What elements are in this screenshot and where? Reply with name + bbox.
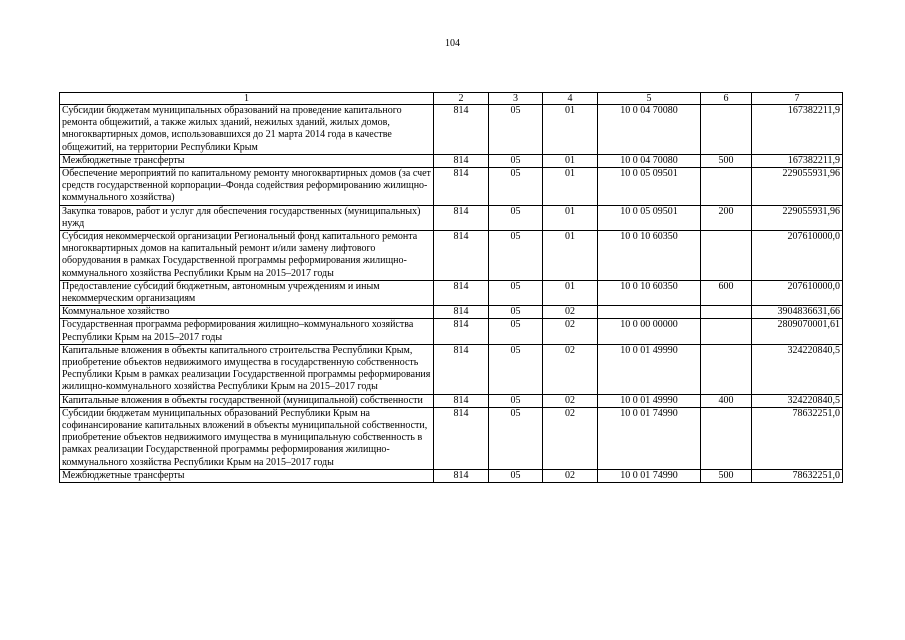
admin-code-cell: 814: [434, 280, 489, 305]
item-name-cell: Закупка товаров, работ и услуг для обеспечения государственных (муниципальных) нужд: [60, 205, 434, 230]
amount-cell: 167382211,9: [752, 154, 843, 167]
item-name-cell: Капитальные вложения в объекты государственной (муниципальной) собственности: [60, 394, 434, 407]
table-header-row: [60, 93, 843, 105]
column-header: 1: [60, 93, 434, 105]
section-cell: 05: [489, 280, 543, 305]
target-article-cell: 10 0 10 60350: [598, 280, 701, 305]
item-name-cell: Государственная программа реформирования жилищно–коммунального хозяйства Республики Крым на 2015–2017 годы: [60, 319, 434, 344]
table-row: [60, 231, 843, 281]
section-cell: 05: [489, 168, 543, 206]
subsection-cell: 02: [543, 306, 598, 319]
admin-code-cell: 814: [434, 469, 489, 482]
amount-cell: 78632251,0: [752, 407, 843, 469]
page-number: 104: [445, 38, 460, 49]
column-header: 3: [489, 93, 543, 105]
subsection-cell: 02: [543, 407, 598, 469]
subsection-cell: 02: [543, 469, 598, 482]
subsection-cell: 02: [543, 394, 598, 407]
expense-type-cell: [701, 319, 752, 344]
item-name-cell: Обеспечение мероприятий по капитальному ремонту многоквартирных домов (за счет средств государственной корпорации–Фонда содействия реформированию жилищно-коммунального хозяйства): [60, 168, 434, 206]
section-cell: 05: [489, 319, 543, 344]
table-row: [60, 306, 843, 319]
expense-type-cell: 500: [701, 469, 752, 482]
admin-code-cell: 814: [434, 407, 489, 469]
target-article-cell: 10 0 04 70080: [598, 105, 701, 155]
item-name-cell: Межбюджетные трансферты: [60, 469, 434, 482]
target-article-cell: 10 0 01 74990: [598, 469, 701, 482]
subsection-cell: 01: [543, 168, 598, 206]
target-article-cell: 10 0 10 60350: [598, 231, 701, 281]
admin-code-cell: 814: [434, 105, 489, 155]
target-article-cell: 10 0 01 74990: [598, 407, 701, 469]
expense-type-cell: [701, 407, 752, 469]
column-header: 6: [701, 93, 752, 105]
admin-code-cell: 814: [434, 154, 489, 167]
table-row: [60, 469, 843, 482]
expense-type-cell: [701, 306, 752, 319]
section-cell: 05: [489, 407, 543, 469]
amount-cell: 207610000,0: [752, 280, 843, 305]
column-header: 5: [598, 93, 701, 105]
admin-code-cell: 814: [434, 205, 489, 230]
column-header: 2: [434, 93, 489, 105]
item-name-cell: Капитальные вложения в объекты капитального строительства Республики Крым, приобретение объектов недвижимого имущества в государственную собственность Республики Крым в рамках реализации Государственной программы реформирования жилищно-коммунального хозяйства Республики Крым на 2015–2017 годы: [60, 344, 434, 394]
admin-code-cell: 814: [434, 168, 489, 206]
target-article-cell: [598, 306, 701, 319]
section-cell: 05: [489, 231, 543, 281]
admin-code-cell: 814: [434, 231, 489, 281]
table-row: [60, 344, 843, 394]
target-article-cell: 10 0 05 09501: [598, 168, 701, 206]
expense-type-cell: [701, 344, 752, 394]
expense-type-cell: [701, 168, 752, 206]
target-article-cell: 10 0 04 70080: [598, 154, 701, 167]
section-cell: 05: [489, 469, 543, 482]
table-row: [60, 168, 843, 206]
column-header: 7: [752, 93, 843, 105]
budget-table: [59, 92, 843, 483]
table-row: [60, 407, 843, 469]
target-article-cell: 10 0 05 09501: [598, 205, 701, 230]
item-name-cell: Межбюджетные трансферты: [60, 154, 434, 167]
admin-code-cell: 814: [434, 306, 489, 319]
expense-type-cell: 500: [701, 154, 752, 167]
target-article-cell: 10 0 00 00000: [598, 319, 701, 344]
amount-cell: 207610000,0: [752, 231, 843, 281]
section-cell: 05: [489, 394, 543, 407]
amount-cell: 324220840,5: [752, 394, 843, 407]
table-row: [60, 105, 843, 155]
table-row: [60, 394, 843, 407]
expense-type-cell: [701, 105, 752, 155]
amount-cell: 3904836631,66: [752, 306, 843, 319]
amount-cell: 229055931,96: [752, 205, 843, 230]
subsection-cell: 02: [543, 344, 598, 394]
expense-type-cell: 600: [701, 280, 752, 305]
subsection-cell: 01: [543, 154, 598, 167]
table-row: [60, 280, 843, 305]
column-header: 4: [543, 93, 598, 105]
section-cell: 05: [489, 154, 543, 167]
amount-cell: 324220840,5: [752, 344, 843, 394]
section-cell: 05: [489, 205, 543, 230]
item-name-cell: Предоставление субсидий бюджетным, автономным учреждениям и иным некоммерческим организациям: [60, 280, 434, 305]
table-row: [60, 205, 843, 230]
admin-code-cell: 814: [434, 394, 489, 407]
subsection-cell: 01: [543, 205, 598, 230]
expense-type-cell: [701, 231, 752, 281]
subsection-cell: 02: [543, 319, 598, 344]
expense-type-cell: 400: [701, 394, 752, 407]
admin-code-cell: 814: [434, 344, 489, 394]
section-cell: 05: [489, 105, 543, 155]
target-article-cell: 10 0 01 49990: [598, 394, 701, 407]
section-cell: 05: [489, 306, 543, 319]
table-row: [60, 154, 843, 167]
amount-cell: 2809070001,61: [752, 319, 843, 344]
amount-cell: 229055931,96: [752, 168, 843, 206]
subsection-cell: 01: [543, 280, 598, 305]
item-name-cell: Субсидии бюджетам муниципальных образований на проведение капитального ремонта общежитий, а также жилых зданий, нежилых зданий, жилых домов, многоквартирных домов, использовавшихся до 21 марта 2014 года в качестве общежитий, на территории Республики Крым: [60, 105, 434, 155]
target-article-cell: 10 0 01 49990: [598, 344, 701, 394]
expense-type-cell: 200: [701, 205, 752, 230]
table-row: [60, 319, 843, 344]
amount-cell: 78632251,0: [752, 469, 843, 482]
item-name-cell: Коммунальное хозяйство: [60, 306, 434, 319]
section-cell: 05: [489, 344, 543, 394]
amount-cell: 167382211,9: [752, 105, 843, 155]
admin-code-cell: 814: [434, 319, 489, 344]
subsection-cell: 01: [543, 105, 598, 155]
item-name-cell: Субсидии бюджетам муниципальных образований Республики Крым на софинансирование капитальных вложений в объекты муниципальной собственности, приобретение объектов недвижимого имущества в муниципальную собственность в рамках реализации Государственной программы реформирования жилищно-коммунального хозяйства Республики Крым на 2015–2017 годы: [60, 407, 434, 469]
subsection-cell: 01: [543, 231, 598, 281]
item-name-cell: Субсидия некоммерческой организации Региональный фонд капитального ремонта многоквартирных домов на капитальный ремонт и/или замену лифтового оборудования в рамках Государственной программы реформирования жилищно-коммунального хозяйства Республики Крым на 2015–2017 годы: [60, 231, 434, 281]
